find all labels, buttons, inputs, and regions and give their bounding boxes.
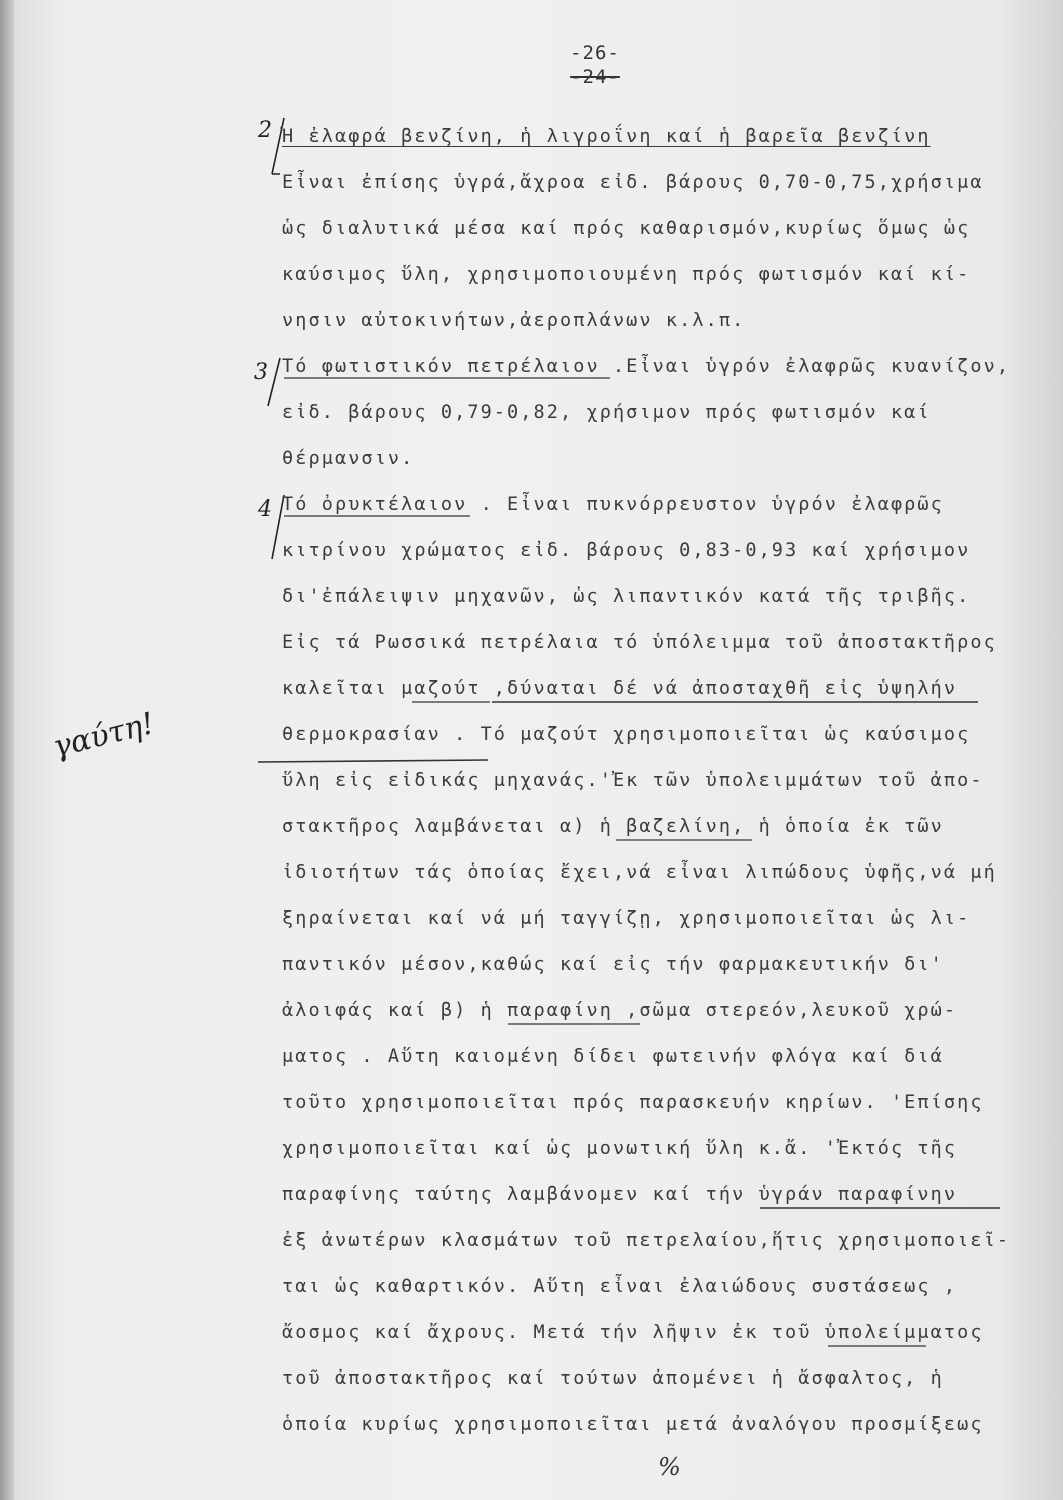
text-line: κιτρίνου χρώματος εἰδ. βάρους 0,83-0,93 καί χρήσιμον	[282, 540, 971, 561]
text-line: χρησιμοποιεῖται καί ὡς μονωτική ὕλη κ.ἄ. 'Ἐκτός τῆς	[282, 1138, 958, 1159]
text-line: ὡς διαλυτικά μέσα καί πρός καθαρισμόν,κυρίως ὅμως ὡς	[282, 218, 971, 239]
footer-mark: %	[658, 1453, 681, 1481]
text-line: ὁποία κυρίως χρησιμοποιεῖται μετά ἀναλόγου προσμίξεως	[282, 1414, 984, 1435]
text-line: ἐξ ἀνωτέρων κλασμάτων τοῦ πετρελαίου,ἥτις χρησιμοποιεῖ-	[282, 1230, 1011, 1251]
text-line: στακτῆρος λαμβάνεται α) ἡ βαζελίνη, ἡ ὁποία ἐκ τῶν	[282, 816, 944, 837]
document-page: -26- -24- 2 3 4 γαύτη! Ἡ ἐλαφρά βενζίνη, ἡ λιγροΐνη καί ἡ βαρεῖα βενζίνη Εἶναι ἐπίσης ὑγρά,ἄχροα εἰδ. βάρους 0,70-0,75,χρήσιμα ὡς διαλυτικά μέσα καί πρός καθαρισμόν,κυρίως ὅμως ὡς καύσιμος ὕλη, χρησιμοποιουμένη πρός φωτισμόν καί κί- νησιν αὐτοκινήτων,ἀεροπλάνων κ.λ.π. Τό φωτιστικόν πετρέλαιον .Εἶναι ὑγρόν ἐλαφρῶς κυανίζον, εἰδ. βάρους 0,79-0,82, χρήσιμον πρός φωτισμόν καί θέρμανσιν. Τό ὀρυκτέλαιον . Εἶναι πυκνόρρευστον ὑγρόν ἐλαφρῶς κιτρίνου χρώματος εἰδ. βάρους 0,83-0,93 καί χρήσιμον δι'ἐπάλειψιν μηχανῶν, ὡς λιπαντικόν κατά τῆς τριβῆς. Εἰς τά Ρωσσικά πετρέλαια τό ὑπόλειμμα τοῦ ἀποστακτῆρος καλεῖται μαζούτ ,δύναται δέ νά ἀποσταχθῆ εἰς ὑψηλήν θερμοκρασίαν . Τό μαζούτ χρησιμοποιεῖται ὡς καύσιμος ὕλη εἰς εἰδικάς μηχανάς.'Ἐκ τῶν ὑπολειμμάτων τοῦ ἀπο- στακτῆρος λαμβάνεται α) ἡ βαζελίνη, ἡ ὁποία ἐκ τῶν ἰδιοτήτων τάς ὁποίας ἔχει,νά εἶναι λιπώδους ὑφῆς,νά μή ξηραίνεται καί νά μή ταγγίζῃ, χρησιμοποιεῖται ὡς λι- παντικόν μέσον,καθώς καί εἰς τήν φαρμακευτικήν δι' ἀλοιφάς καί β) ἡ παραφίνη ,σῶμα στερεόν,λευκοῦ χρώ- ματος . Αὕτη καιομένη δίδει φωτεινήν φλόγα καί διά τοῦτο χρησιμοποιεῖται πρός παρασκευήν κηρίων. 'Επίσης χρησιμοποιεῖται καί ὡς μονωτική ὕλη κ.ἄ. 'Ἐκτός τῆς παραφίνης ταύτης λαμβάνομεν καί τήν ὑγράν παραφίνην ἐξ ἀνωτέρων κλασμάτων τοῦ πετρελαίου,ἥτις χρησιμοποιεῖ- ται ὡς καθαρτικόν. Αὕτη εἶναι ἐλαιώδους συστάσεως , ἄοσμος καί ἄχρους. Μετά τήν λῆψιν ἐκ τοῦ ὑπολείμματος τοῦ ἀποστακτῆρος καί τούτων ἀπομένει ἡ ἄσφαλτος, ἡ ὁποία κυρίως χρησιμοποιεῖται μετά ἀναλόγου προσμίξεως %	[0, 0, 1063, 1500]
text-line: Εἰς τά Ρωσσικά πετρέλαια τό ὑπόλειμμα τοῦ ἀποστακτῆρος	[282, 632, 997, 653]
text-line: καλεῖται μαζούτ ,δύναται δέ νά ἀποσταχθῆ εἰς ὑψηλήν	[282, 678, 958, 699]
page-number: -26-	[570, 42, 620, 64]
text-line: θερμοκρασίαν . Τό μαζούτ χρησιμοποιεῖται ὡς καύσιμος	[282, 724, 971, 745]
text-line: Τό φωτιστικόν πετρέλαιον .Εἶναι ὑγρόν ἐλαφρῶς κυανίζον,	[282, 356, 1011, 377]
margin-note: γαύτη!	[49, 706, 158, 765]
text-line: ἀλοιφάς καί β) ἡ παραφίνη ,σῶμα στερεόν,λευκοῦ χρώ-	[282, 1000, 958, 1021]
binding-edge	[0, 0, 14, 1500]
text-line: δι'ἐπάλειψιν μηχανῶν, ὡς λιπαντικόν κατά τῆς τριβῆς.	[282, 586, 971, 607]
text-line: θέρμανσιν.	[282, 448, 415, 469]
text-line: Ἡ ἐλαφρά βενζίνη, ἡ λιγροΐνη καί ἡ βαρεῖα βενζίνη	[282, 126, 931, 147]
text-line: ματος . Αὕτη καιομένη δίδει φωτεινήν φλόγα καί διά	[282, 1046, 944, 1067]
page-number-struck: -24-	[570, 66, 620, 88]
text-line: εἰδ. βάρους 0,79-0,82, χρήσιμον πρός φωτισμόν καί	[282, 402, 931, 423]
text-line: παραφίνης ταύτης λαμβάνομεν καί τήν ὑγράν παραφίνην	[282, 1184, 958, 1205]
text-line: ἰδιοτήτων τάς ὁποίας ἔχει,νά εἶναι λιπώδους ὑφῆς,νά μή	[282, 862, 997, 883]
text-line: παντικόν μέσον,καθώς καί εἰς τήν φαρμακευτικήν δι'	[282, 954, 944, 975]
text-line: ξηραίνεται καί νά μή ταγγίζῃ, χρησιμοποιεῖται ὡς λι-	[282, 908, 971, 929]
text-line: Τό ὀρυκτέλαιον . Εἶναι πυκνόρρευστον ὑγρόν ἐλαφρῶς	[282, 494, 944, 515]
text-line: ται ὡς καθαρτικόν. Αὕτη εἶναι ἐλαιώδους συστάσεως ,	[282, 1276, 958, 1297]
text-line: καύσιμος ὕλη, χρησιμοποιουμένη πρός φωτισμόν καί κί-	[282, 264, 971, 285]
text-line: τοῦτο χρησιμοποιεῖται πρός παρασκευήν κηρίων. 'Επίσης	[282, 1092, 984, 1113]
text-line: ἄοσμος καί ἄχρους. Μετά τήν λῆψιν ἐκ τοῦ ὑπολείμματος	[282, 1322, 984, 1343]
text-line: νησιν αὐτοκινήτων,ἀεροπλάνων κ.λ.π.	[282, 310, 746, 331]
text-line: ὕλη εἰς εἰδικάς μηχανάς.'Ἐκ τῶν ὑπολειμμάτων τοῦ ἀπο-	[282, 770, 984, 791]
text-line: τοῦ ἀποστακτῆρος καί τούτων ἀπομένει ἡ ἄσφαλτος, ἡ	[282, 1368, 944, 1389]
text-line: Εἶναι ἐπίσης ὑγρά,ἄχροα εἰδ. βάρους 0,70-0,75,χρήσιμα	[282, 172, 984, 193]
